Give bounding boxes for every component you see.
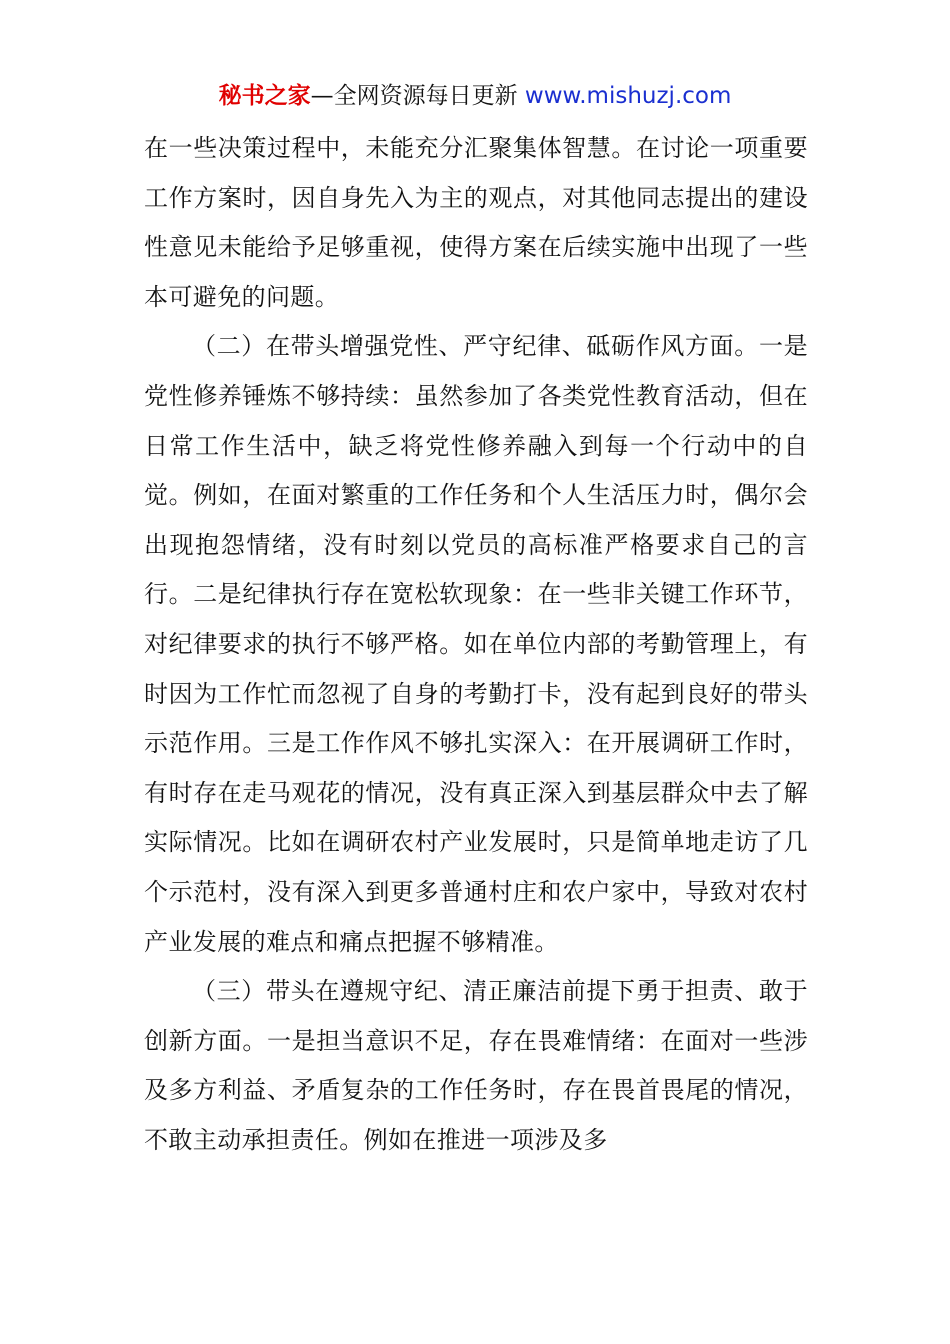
site-brand: 秘书之家 [218, 83, 311, 109]
site-url-link[interactable]: www.mishuzj.com [524, 83, 732, 109]
paragraph-continuation: 在一些决策过程中，未能充分汇聚集体智慧。在讨论一项重要工作方案时，因自身先入为主的观点，对其他同志提出的建设性意见未能给予足够重视，使得方案在后续实施中出现了一些本可避免的问题。 [144, 134, 808, 311]
paragraph-section-two: （二）在带头增强党性、严守纪律、砥砺作风方面。一是党性修养锤炼不够持续：虽然参加了各类党性教育活动，但在日常工作生活中，缺乏将党性修养融入到每一个行动中的自觉。例如，在面对繁重的工作任务和个人生活压力时，偶尔会出现抱怨情绪，没有时刻以党员的高标准严格要求自己的言行。二是纪律执行存在宽松软现象：在一些非关键工作环节，对纪律要求的执行不够严格。如在单位内部的考勤管理上，有时因为工作忙而忽视了自身的考勤打卡，没有起到良好的带头示范作用。三是工作作风不够扎实深入：在开展调研工作时，有时存在走马观花的情况，没有真正深入到基层群众中去了解实际情况。比如在调研农村产业发展时，只是简单地走访了几个示范村，没有深入到更多普通村庄和农户家中，导致对农村产业发展的难点和痛点把握不够精准。 [144, 332, 808, 956]
paragraph-section-three: （三）带头在遵规守纪、清正廉洁前提下勇于担责、敢于创新方面。一是担当意识不足，存在畏难情绪：在面对一些涉及多方利益、矛盾复杂的工作任务时，存在畏首畏尾的情况，不敢主动承担责任。例如在推进一项涉及多 [144, 977, 808, 1154]
site-tagline: —全网资源每日更新 [310, 83, 518, 109]
document-body [144, 124, 808, 1165]
site-header [0, 80, 950, 112]
